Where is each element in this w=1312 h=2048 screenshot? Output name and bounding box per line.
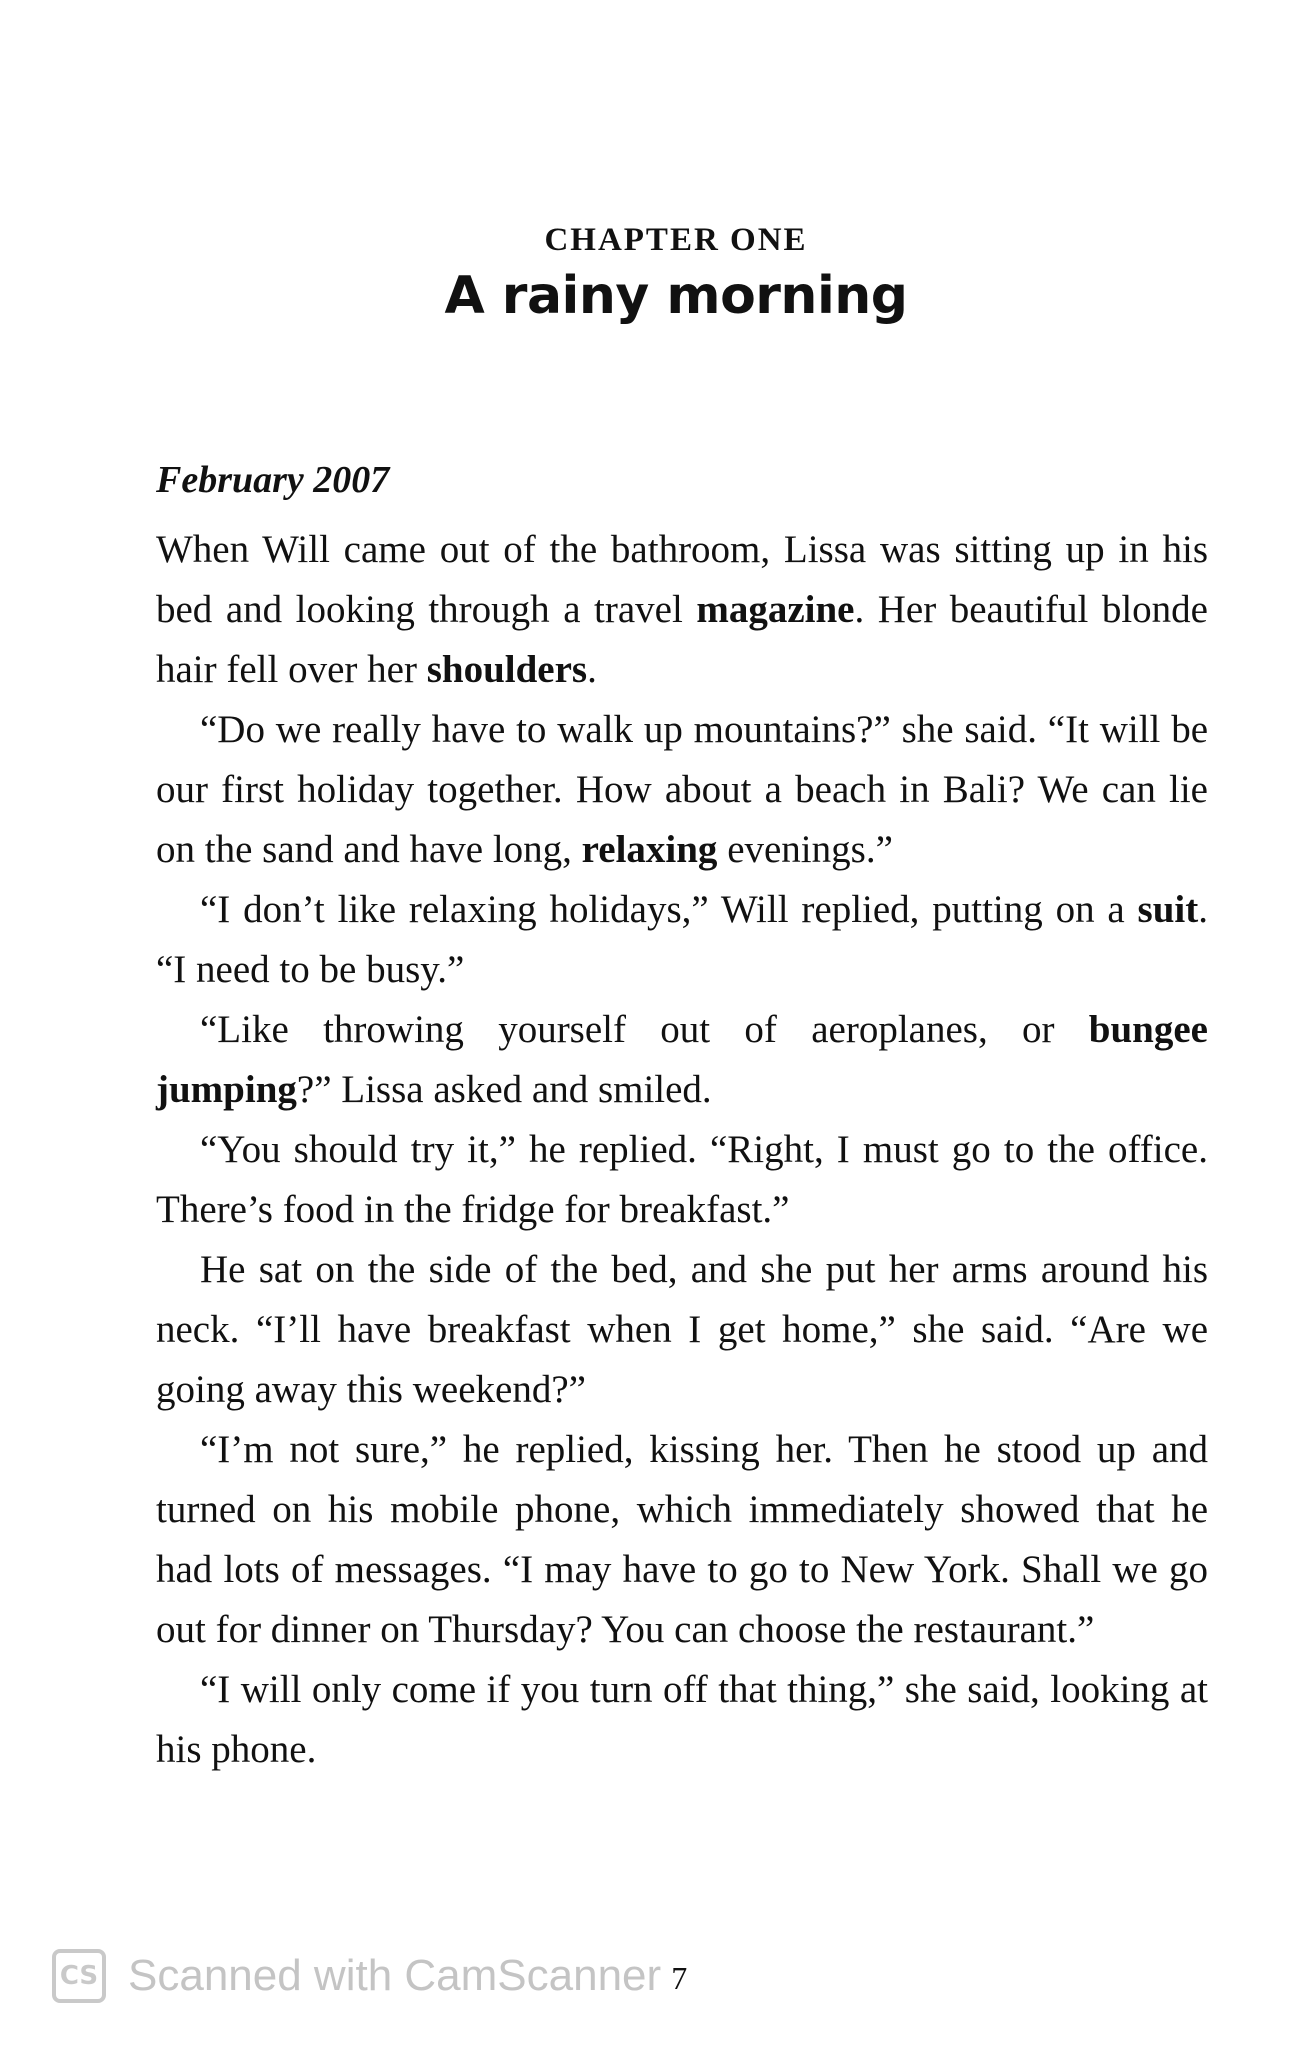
glossary-word: relaxing [581,828,718,871]
text-run: When Will came out of the bathroom, Lissa was sitting up in his bed and looking through a travel [156,528,1208,631]
chapter-label: CHAPTER ONE [544,222,808,258]
paragraph [156,1660,1208,1780]
paragraph [156,520,1208,700]
paragraph [156,1120,1208,1240]
text-run: ?” Lissa asked and smiled. [296,1068,712,1111]
text-run: “I’m not sure,” he replied, kissing her. Then he stood up and turned on his mobile phone, which immediately showed that he had lots of messages. “I may have to go to New York. Shall we go out for dinner on Thursday? You can choose the restaurant.” [156,1428,1208,1651]
text-run: “Like throwing yourself out of aeroplanes, or [200,1008,1089,1051]
glossary-word: suit [1137,888,1199,931]
text-run: . Her beautiful blonde hair fell over her [156,588,1208,691]
paragraph [156,1240,1208,1420]
glossary-word: magazine [696,588,855,631]
text-run: . “I need to be busy.” [156,888,1208,991]
date-heading: February 2007 [156,459,390,501]
text-run: “I will only come if you turn off that thing,” she said, looking at his phone. [156,1668,1208,1771]
paragraph [156,1000,1208,1120]
chapter-title: A rainy morning [444,266,908,326]
text-run: . [587,648,597,691]
paragraph [156,880,1208,1000]
camscanner-logo-icon: CS [52,1949,106,2003]
scanner-text: Scanned with CamScanner [128,1951,662,2000]
glossary-word: shoulders [426,648,588,691]
text-run: evenings.” [717,828,893,871]
scanner-watermark [52,1946,687,2006]
paragraph [156,1420,1208,1660]
paragraph [156,700,1208,880]
page-number: 7 [671,1959,688,1996]
text-run: “I don’t like relaxing holidays,” Will replied, putting on a [200,888,1138,931]
glossary-word: bungee jumping [156,1008,1208,1111]
body-text [156,520,1208,1780]
text-run: He sat on the side of the bed, and she put her arms around his neck. “I’ll have breakfast when I get home,” she said. “Are we going away this weekend?” [156,1248,1208,1411]
text-run: “Do we really have to walk up mountains?” she said. “It will be our first holiday together. How about a beach in Bali? We can lie on the sand and have long, [156,708,1208,871]
text-run: “You should try it,” he replied. “Right, I must go to the office. There’s food in the fridge for breakfast.” [156,1128,1208,1231]
